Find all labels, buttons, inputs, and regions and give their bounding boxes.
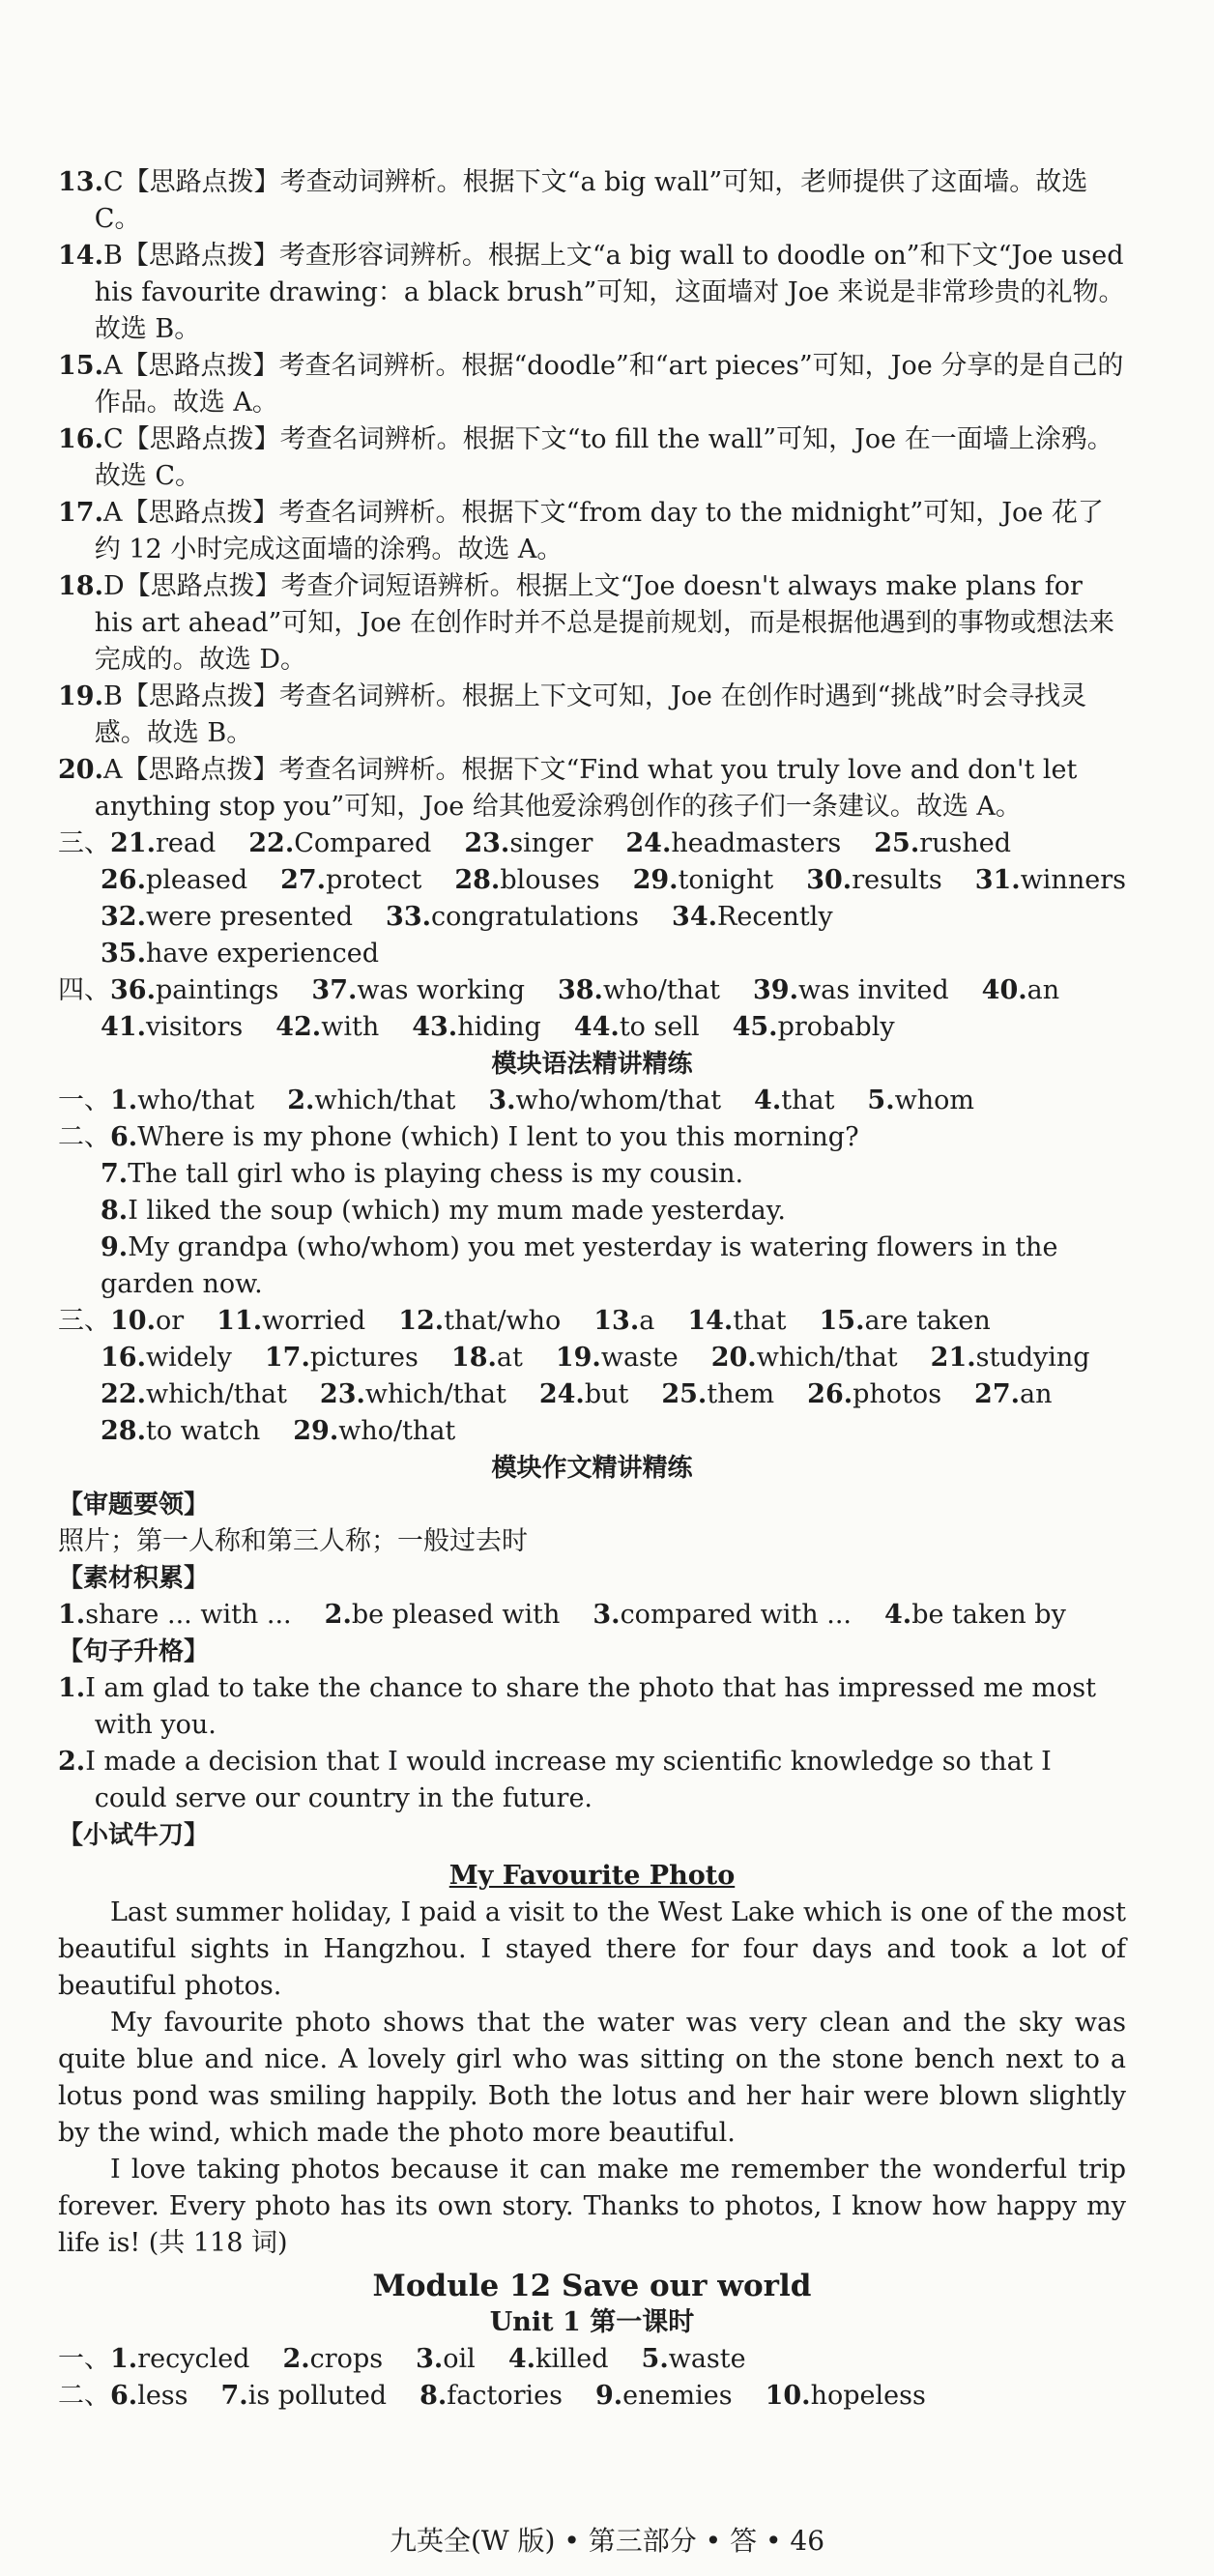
answer-number: 29. (293, 1416, 339, 1446)
answer-text: killed (535, 2344, 609, 2374)
answer-text: read (155, 828, 217, 858)
answer-text: hopeless (810, 2381, 926, 2411)
answer-number: 1. (58, 1673, 86, 1703)
writing-heading: 模块作文精讲精练 (491, 1454, 693, 1483)
answer-text: less (137, 2381, 188, 2411)
answer-number: 30. (806, 865, 853, 895)
module-section-two (58, 2378, 1126, 2415)
answer-text: crops (309, 2344, 384, 2374)
answer-number: 9. (101, 1232, 129, 1262)
answer-number: 21. (110, 828, 156, 858)
answer-number: 5. (641, 2344, 669, 2374)
answer-item (642, 2341, 746, 2378)
answer-number: 4. (884, 1600, 912, 1630)
answer-number: 8. (101, 1196, 129, 1226)
answer-number: 34. (672, 902, 718, 932)
answer-text: which/that (145, 1379, 287, 1409)
answer-text: with (321, 1012, 380, 1042)
section-label: 一、 (58, 2344, 110, 2374)
answer-number: 1. (110, 2344, 138, 2374)
answer-number: 13. (58, 167, 103, 197)
answer-item (488, 1083, 721, 1119)
answer-text: be pleased with (351, 1600, 561, 1630)
answer-row (58, 825, 1126, 862)
answer-text: who/that (602, 975, 721, 1005)
answer-text: winners (1020, 865, 1126, 895)
answer-item (884, 1597, 1066, 1634)
analysis-text: 照片；第一人称和第三人称；一般过去时 (58, 1526, 528, 1556)
answer-item (101, 1413, 260, 1450)
answer-number: 16. (101, 1343, 146, 1373)
answer-number: 5. (867, 1085, 895, 1115)
answer-row (58, 972, 1126, 1009)
answer-row (58, 1009, 1126, 1046)
essay-title: My Favourite Photo (448, 1861, 736, 1891)
answer-item (101, 936, 379, 972)
answer-item (110, 1303, 184, 1340)
answer-item (221, 2378, 388, 2415)
answer-item (101, 1009, 243, 1046)
answer-item (753, 972, 949, 1009)
answer-text: but (584, 1379, 629, 1409)
answer-text: which/that (756, 1343, 898, 1373)
answer-row (58, 1413, 1126, 1450)
answer-row (58, 899, 1126, 936)
answer-number: 15. (58, 351, 103, 381)
answer-item (867, 1083, 974, 1119)
answer-item (820, 1303, 991, 1340)
answer-number: 35. (101, 939, 146, 969)
grammar-heading: 模块语法精讲精练 (491, 1050, 693, 1079)
answer-text: waste (668, 2344, 746, 2374)
answer-item (766, 2378, 926, 2415)
answer-item (454, 862, 599, 899)
answer-item (110, 825, 216, 862)
answer-text: My grandpa (who/whom) you met yesterday is watering flowers in the garden now. (101, 1232, 1058, 1299)
answer-text: B【思路点拨】考查名词辨析。根据上下文可知，Joe 在创作时遇到“挑战”时会寻找灵感。故选 B。 (94, 681, 1087, 748)
answer-number: 29. (632, 865, 679, 895)
section-label: 一、 (58, 1085, 110, 1115)
answer-number: 20. (710, 1343, 757, 1373)
answer-item (974, 1376, 1052, 1413)
answer-number: 10. (110, 1306, 156, 1336)
answer-row (58, 2341, 1126, 2378)
materials-list (58, 1597, 1126, 1634)
answer-number: 25. (661, 1379, 708, 1409)
answer-text: headmasters (671, 828, 842, 858)
answer-text: or (155, 1306, 185, 1336)
answer-number: 3. (416, 2344, 444, 2374)
answer-item (416, 2341, 476, 2378)
answer-number: 19. (58, 681, 103, 711)
answer-number: 12. (398, 1306, 445, 1336)
answer-text: was working (357, 975, 525, 1005)
answer-row (58, 936, 1126, 972)
section-label: 三、 (58, 828, 110, 858)
cloze-answer (58, 421, 1126, 495)
answer-item (508, 2341, 609, 2378)
answer-item (275, 1009, 379, 1046)
answer-number: 13. (593, 1306, 640, 1336)
answer-text: at (496, 1343, 523, 1373)
answer-item (593, 1303, 654, 1340)
answer-number: 32. (101, 902, 146, 932)
answer-row (58, 862, 1126, 899)
answer-number: 7. (220, 2381, 248, 2411)
answer-text: them (707, 1379, 775, 1409)
answer-number: 2. (287, 1085, 315, 1115)
rewrite-sentence (58, 1230, 1126, 1303)
answer-item (539, 1376, 629, 1413)
answer-item (558, 972, 720, 1009)
answer-number: 10. (765, 2381, 811, 2411)
cloze-answer (58, 348, 1126, 421)
answer-number: 20. (58, 755, 103, 785)
answer-number: 2. (282, 2344, 310, 2374)
answer-item (398, 1303, 561, 1340)
answer-item (311, 972, 525, 1009)
answer-text: an (1026, 975, 1060, 1005)
answer-text: paintings (155, 975, 279, 1005)
answer-number: 4. (754, 1085, 782, 1115)
answer-text: congratulations (431, 902, 640, 932)
answer-text: enemies (622, 2381, 733, 2411)
answer-text: is polluted (247, 2381, 388, 2411)
section-label: 四、 (58, 975, 110, 1005)
answer-number: 14. (687, 1306, 734, 1336)
answer-number: 33. (386, 902, 432, 932)
answer-number: 16. (58, 424, 103, 454)
answer-number: 22. (248, 828, 295, 858)
section-label: 二、 (58, 2381, 110, 2411)
answer-number: 17. (264, 1343, 310, 1373)
answer-text: C【思路点拨】考查名词辨析。根据下文“to fill the wall”可知，Joe 在一面墙上涂鸦。故选 C。 (94, 424, 1113, 491)
answer-item (419, 2378, 563, 2415)
answer-item (807, 1376, 941, 1413)
answer-item (633, 862, 774, 899)
answer-number: 31. (974, 865, 1021, 895)
answer-item (687, 1303, 786, 1340)
answer-item (593, 1597, 852, 1634)
essay-paragraph: Last summer holiday, I paid a visit to the West Lake which is one of the most beautiful sights in Hangzhou. I stayed there for four days and took a lot of beautiful photos. (58, 1897, 1126, 2001)
answer-item (595, 2378, 733, 2415)
answer-item (58, 1597, 292, 1634)
answer-item (280, 862, 421, 899)
rewrite-sentence (58, 1156, 1126, 1193)
answer-item (754, 1083, 834, 1119)
answer-number: 19. (555, 1343, 601, 1373)
answer-number: 2. (58, 1747, 86, 1777)
answer-number: 3. (488, 1085, 516, 1115)
rewrite-sentence (58, 1119, 1126, 1156)
answer-number: 45. (732, 1012, 778, 1042)
answer-item (672, 899, 833, 936)
answer-number: 6. (110, 2381, 138, 2411)
answer-item (265, 1340, 419, 1376)
answer-text: pleased (145, 865, 248, 895)
answer-item (711, 1340, 898, 1376)
answer-item (874, 825, 1011, 862)
cloze-answer (58, 752, 1126, 825)
section-three (58, 825, 1126, 972)
answer-item (293, 1413, 455, 1450)
answer-number: 26. (807, 1379, 853, 1409)
grammar-section-two (58, 1119, 1126, 1303)
module-title: Module 12 Save our world (372, 2269, 812, 2303)
answer-number: 40. (981, 975, 1027, 1005)
answer-row (58, 2378, 1126, 2415)
answer-text: to sell (619, 1012, 700, 1042)
answer-number: 44. (573, 1012, 620, 1042)
answer-number: 28. (101, 1416, 146, 1446)
answer-text: who/whom/that (515, 1085, 722, 1115)
answer-text: be taken by (911, 1600, 1066, 1630)
answer-item (625, 825, 841, 862)
unit-title: Unit 1 第一课时 (489, 2307, 695, 2337)
answer-number: 39. (753, 975, 798, 1005)
answer-number: 42. (275, 1012, 322, 1042)
answer-text: share ... with ... (85, 1600, 292, 1630)
answer-number: 14. (58, 241, 103, 271)
answer-item (982, 972, 1059, 1009)
answer-number: 26. (101, 865, 146, 895)
answer-text: that (733, 1306, 787, 1336)
answer-item (287, 1083, 455, 1119)
answer-number: 4. (507, 2344, 535, 2374)
answer-text: recycled (137, 2344, 250, 2374)
answer-item (110, 1083, 254, 1119)
essay-body (58, 1895, 1126, 2262)
answer-item (386, 899, 639, 936)
cloze-answer (58, 679, 1126, 752)
upgraded-sentence (58, 1670, 1126, 1744)
answer-number: 22. (101, 1379, 146, 1409)
grammar-section-three (58, 1303, 1126, 1450)
answer-item (110, 972, 278, 1009)
answer-text: C【思路点拨】考查动词辨析。根据下文“a big wall”可知，老师提供了这面墙。故选 C。 (94, 167, 1088, 234)
answer-item (248, 825, 431, 862)
answer-text: worried (262, 1306, 366, 1336)
answer-item (282, 2341, 383, 2378)
sentence-upgrade-list (58, 1670, 1126, 1817)
answer-number: 37. (311, 975, 358, 1005)
answer-item (556, 1340, 679, 1376)
tag-practice: 【小试牛刀】 (58, 1821, 210, 1850)
answer-item (733, 1009, 895, 1046)
answer-text: hiding (457, 1012, 541, 1042)
essay-paragraph: I love taking photos because it can make me remember the wonderful trip forever. Every photo has its own story. Thanks to photos, I know how happy my life is! (共 118 词) (58, 2155, 1126, 2258)
answer-text: to watch (145, 1416, 261, 1446)
answer-item (217, 1303, 365, 1340)
answer-text: an (1020, 1379, 1053, 1409)
answer-item (110, 2378, 188, 2415)
answer-text: I liked the soup (which) my mum made yesterday. (128, 1196, 786, 1226)
answer-number: 27. (280, 865, 327, 895)
answer-item (412, 1009, 541, 1046)
answer-text: which/that (364, 1379, 506, 1409)
answer-number: 24. (625, 828, 672, 858)
answer-number: 18. (450, 1343, 497, 1373)
answer-text: rushed (919, 828, 1012, 858)
answer-item (101, 1376, 287, 1413)
answer-text: who/that (137, 1085, 255, 1115)
answer-item (574, 1009, 700, 1046)
answer-text: which/that (314, 1085, 456, 1115)
answer-text: photos (853, 1379, 942, 1409)
answer-item (320, 1376, 506, 1413)
answer-number: 23. (464, 828, 510, 858)
answer-number: 7. (101, 1159, 129, 1189)
answer-number: 27. (974, 1379, 1021, 1409)
answer-item (975, 862, 1126, 899)
answer-number: 36. (110, 975, 156, 1005)
answer-item (931, 1340, 1090, 1376)
answer-number: 8. (419, 2381, 448, 2411)
answer-text: tonight (678, 865, 774, 895)
answer-text: waste (600, 1343, 679, 1373)
answer-number: 1. (58, 1600, 86, 1630)
answer-text: were presented (145, 902, 354, 932)
answer-text: blouses (500, 865, 600, 895)
tag-sentence-upgrade: 【句子升格】 (58, 1637, 210, 1666)
answer-item (101, 899, 353, 936)
answer-row (58, 1340, 1126, 1376)
answer-text: D【思路点拨】考查介词短语辨析。根据上文“Joe doesn't always make plans for his art ahead”可知，Joe 在创作时并不总是提前规划，而是根据他遇到的事物或想法来完成的。故选 D。 (94, 571, 1114, 675)
answer-number: 3. (593, 1600, 621, 1630)
answer-page (58, 164, 1126, 2415)
answer-number: 24. (538, 1379, 585, 1409)
answer-text: that/who (444, 1306, 562, 1336)
answer-row (58, 1376, 1126, 1413)
section-label: 三、 (58, 1306, 110, 1336)
tag-materials: 【素材积累】 (58, 1564, 210, 1593)
answer-text: A【思路点拨】考查名词辨析。根据下文“from day to the midnight”可知，Joe 花了约 12 小时完成这面墙的涂鸦。故选 A。 (94, 498, 1104, 564)
grammar-section-one (58, 1083, 1126, 1119)
rewrite-sentence (58, 1193, 1126, 1230)
answer-item (101, 862, 247, 899)
essay-paragraph: My favourite photo shows that the water was very clean and the sky was quite blue and nice. A lovely girl who was sitting on the stone bench next to a lotus pond was smiling happily. Both the lotus and her hair were blown slightly by the wind, which made the photo more beautiful. (58, 2008, 1126, 2148)
answer-number: 43. (412, 1012, 458, 1042)
answer-item (451, 1340, 523, 1376)
answer-text: A【思路点拨】考查名词辨析。根据“doodle”和“art pieces”可知，Joe 分享的是自己的作品。故选 A。 (94, 351, 1124, 418)
answer-item (464, 825, 593, 862)
answer-number: 15. (819, 1306, 865, 1336)
answer-number: 41. (101, 1012, 146, 1042)
answer-text: B【思路点拨】考查形容词辨析。根据上文“a big wall to doodle on”和下文“Joe used his favourite drawing：a black brush”可知，这面墙对 Joe 来说是非常珍贵的礼物。故选 B。 (94, 241, 1125, 344)
answer-text: The tall girl who is playing chess is my cousin. (128, 1159, 744, 1189)
answer-number: 2. (324, 1600, 352, 1630)
answer-item (661, 1376, 774, 1413)
answer-text: singer (509, 828, 593, 858)
answer-text: oil (443, 2344, 476, 2374)
answer-row (58, 1083, 1126, 1119)
answer-item (110, 2341, 249, 2378)
answer-text: protect (326, 865, 422, 895)
answer-item (325, 1597, 561, 1634)
answer-text: probably (777, 1012, 895, 1042)
answer-number: 25. (874, 828, 920, 858)
answer-text: A【思路点拨】考查名词辨析。根据下文“Find what you truly love and don't let anything stop you”可知，Joe 给其他爱涂鸦创作的孩子们一条建议。故选 A。 (94, 755, 1078, 822)
section-four (58, 972, 1126, 1046)
answer-item (101, 1340, 232, 1376)
answer-text: Recently (717, 902, 833, 932)
answer-number: 23. (319, 1379, 365, 1409)
answer-text: who/that (338, 1416, 456, 1446)
answer-number: 11. (217, 1306, 263, 1336)
section-label: 二、 (58, 1122, 110, 1152)
answer-text: that (781, 1085, 835, 1115)
answer-text: widely (145, 1343, 232, 1373)
answer-number: 18. (58, 571, 103, 601)
answer-number: 38. (557, 975, 603, 1005)
answer-text: whom (894, 1085, 974, 1115)
module-section-one (58, 2341, 1126, 2378)
answer-text: Where is my phone (which) I lent to you this morning? (137, 1122, 859, 1152)
answer-text: are taken (864, 1306, 991, 1336)
answer-number: 9. (594, 2381, 623, 2411)
cloze-answer (58, 495, 1126, 568)
answer-text: was invited (798, 975, 949, 1005)
cloze-answer (58, 568, 1126, 679)
answer-text: Compared (294, 828, 432, 858)
page-footer: 九英全(W 版) • 第三部分 • 答 • 46 (389, 2525, 825, 2557)
answer-text: have experienced (145, 939, 380, 969)
answer-number: 1. (110, 1085, 138, 1115)
answer-text: a (639, 1306, 655, 1336)
cloze-answers (58, 164, 1126, 825)
answer-text: factories (447, 2381, 563, 2411)
answer-row (58, 1303, 1126, 1340)
answer-text: visitors (145, 1012, 244, 1042)
answer-text: compared with ... (620, 1600, 852, 1630)
cloze-answer (58, 164, 1126, 238)
answer-row (58, 1597, 1126, 1634)
answer-text: studying (975, 1343, 1090, 1373)
answer-text: pictures (309, 1343, 419, 1373)
answer-item (806, 862, 941, 899)
upgraded-sentence (58, 1744, 1126, 1817)
answer-text: I made a decision that I would increase my scientific knowledge so that I could serve our country in the future. (85, 1747, 1052, 1813)
answer-number: 28. (454, 865, 501, 895)
tag-analysis: 【审题要领】 (58, 1491, 210, 1520)
answer-number: 6. (110, 1122, 138, 1152)
answer-number: 21. (930, 1343, 976, 1373)
answer-text: I am glad to take the chance to share the photo that has impressed me most with you. (85, 1673, 1096, 1740)
cloze-answer (58, 238, 1126, 348)
answer-text: results (852, 865, 942, 895)
answer-number: 17. (58, 498, 103, 528)
